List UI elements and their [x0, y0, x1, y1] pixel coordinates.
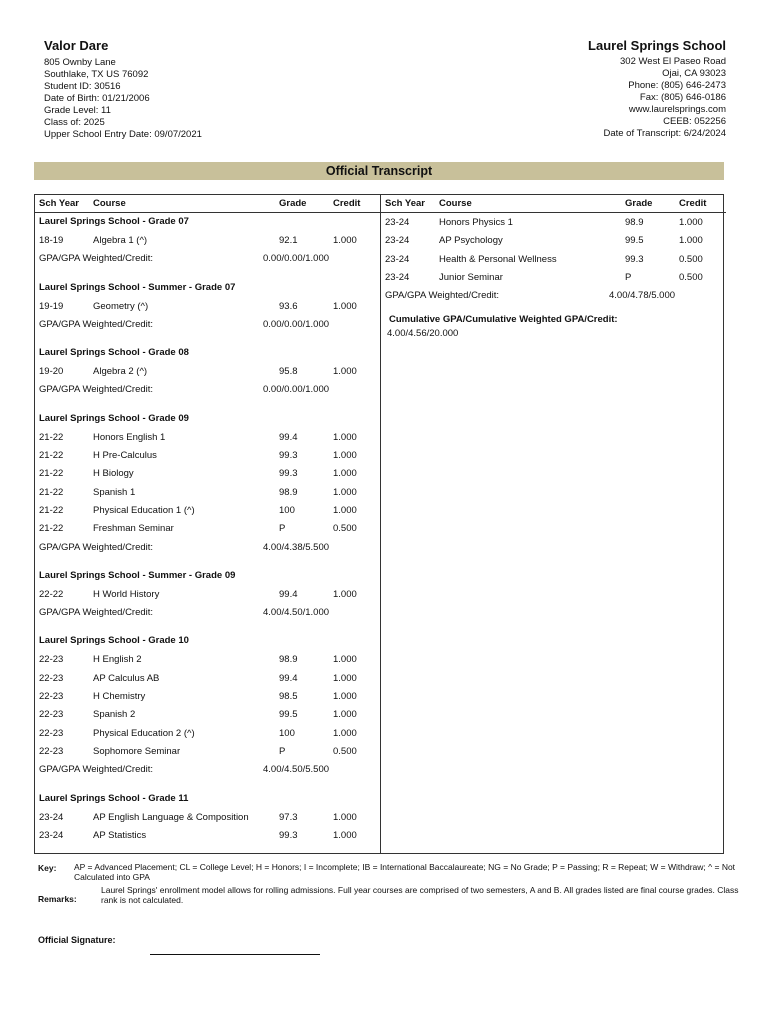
course-name: Physical Education 2 (^) — [93, 727, 195, 739]
gpa-label: GPA/GPA Weighted/Credit: — [39, 318, 154, 330]
course-row — [381, 213, 726, 231]
gpa-row — [35, 760, 380, 778]
student-grade-level: Grade Level: 11 — [44, 105, 111, 116]
term-title: Laurel Springs School - Summer - Grade 09 — [39, 569, 236, 581]
course-credit: 1.000 — [679, 235, 703, 247]
course-name: Freshman Seminar — [93, 523, 174, 535]
course-row — [35, 501, 380, 519]
course-row — [35, 669, 380, 687]
header-grade: Grade — [625, 198, 653, 209]
course-row — [381, 250, 726, 268]
course-grade: P — [279, 745, 286, 757]
gpa-label: GPA/GPA Weighted/Credit: — [39, 764, 154, 776]
course-name: Spanish 2 — [93, 709, 136, 721]
course-credit: 0.500 — [679, 253, 703, 265]
course-name: AP Psychology — [439, 235, 503, 247]
course-year: 23-24 — [385, 235, 410, 247]
course-name: H Biology — [93, 468, 134, 480]
course-row — [381, 231, 726, 249]
course-credit: 0.500 — [333, 523, 357, 535]
gpa-value: 0.00/0.00/1.000 — [263, 253, 330, 265]
table-header — [381, 195, 726, 213]
course-name: Honors Physics 1 — [439, 217, 513, 228]
school-phone: Phone: (805) 646-2473 — [628, 80, 726, 91]
term-title: Laurel Springs School - Grade 07 — [39, 216, 189, 227]
course-grade: 99.5 — [279, 709, 298, 721]
gpa-row — [35, 380, 380, 398]
course-grade: 97.3 — [279, 811, 298, 823]
right-column — [381, 195, 726, 342]
gpa-value: 4.00/4.78/5.000 — [609, 290, 676, 302]
course-year: 22-23 — [39, 654, 64, 666]
gpa-row — [35, 249, 380, 267]
course-grade: 98.9 — [279, 654, 298, 666]
key-text: AP = Advanced Placement; CL = College Level; H = Honors; I = Incomplete; IB = International Baccalaureate; NG = No Grade; P = Passing; R = Repeat; W = Withdraw; ^ = Not Calculated into GPA — [74, 862, 736, 882]
course-name: Physical Education 1 (^) — [93, 504, 195, 516]
course-row — [35, 585, 380, 603]
course-year: 21-22 — [39, 431, 64, 443]
course-credit: 1.000 — [333, 727, 357, 739]
course-name: H Chemistry — [93, 691, 146, 703]
header-course: Course — [439, 198, 472, 209]
school-address-line2: Ojai, CA 93023 — [662, 68, 726, 79]
course-year: 21-22 — [39, 450, 64, 462]
course-year: 21-22 — [39, 486, 64, 498]
course-row — [35, 483, 380, 501]
course-credit: 1.000 — [333, 366, 357, 378]
course-year: 21-22 — [39, 523, 64, 535]
course-credit: 0.500 — [679, 271, 703, 283]
course-grade: 99.3 — [625, 253, 644, 265]
student-info — [44, 38, 202, 141]
remarks-text: Laurel Springs' enrollment model allows for rolling admissions. Full year courses are comprised of two semesters, A and B. All grades listed are final course grades. Class rank is not calculated. — [101, 885, 739, 905]
left-sections — [35, 213, 380, 844]
course-row — [35, 650, 380, 668]
gpa-label: GPA/GPA Weighted/Credit: — [39, 384, 154, 396]
course-year: 19-20 — [39, 366, 64, 378]
course-name: Sophomore Seminar — [93, 745, 181, 757]
course-row — [35, 826, 380, 844]
course-grade: P — [279, 523, 286, 535]
right-courses — [381, 213, 726, 304]
course-name: AP Statistics — [93, 829, 147, 841]
school-fax: Fax: (805) 646-0186 — [639, 92, 726, 103]
header-credit: Credit — [679, 198, 707, 209]
gpa-value: 4.00/4.50/1.000 — [263, 607, 330, 619]
course-grade: 99.4 — [279, 431, 298, 443]
course-name: Geometry (^) — [93, 300, 149, 312]
gpa-label: GPA/GPA Weighted/Credit: — [385, 290, 500, 302]
gpa-row — [35, 315, 380, 333]
course-grade: 100 — [279, 727, 295, 739]
course-name: Algebra 2 (^) — [93, 366, 148, 378]
course-row — [35, 446, 380, 464]
course-grade: 100 — [279, 504, 295, 516]
course-year: 23-24 — [39, 829, 64, 841]
course-credit: 1.000 — [333, 450, 357, 462]
course-name: AP Calculus AB — [93, 672, 160, 684]
course-row — [35, 428, 380, 446]
left-column — [35, 195, 380, 844]
student-name: Valor Dare — [44, 38, 109, 53]
course-name: H Pre-Calculus — [93, 450, 157, 462]
gpa-value: 4.00/4.38/5.500 — [263, 541, 330, 553]
cumulative-gpa-label: Cumulative GPA/Cumulative Weighted GPA/Credit: — [389, 314, 618, 326]
course-grade: 99.4 — [279, 588, 298, 600]
course-row — [35, 687, 380, 705]
course-name: H World History — [93, 588, 160, 600]
course-name: Honors English 1 — [93, 431, 166, 443]
course-grade: 98.9 — [625, 217, 644, 228]
course-row — [381, 268, 726, 286]
remarks-label: Remarks: — [38, 894, 77, 904]
table-header — [35, 195, 380, 213]
course-grade: 99.4 — [279, 672, 298, 684]
gpa-row — [381, 286, 726, 304]
course-grade: P — [625, 271, 632, 283]
term-section — [35, 567, 380, 622]
course-grade: 99.3 — [279, 450, 298, 462]
course-grade: 98.9 — [279, 486, 298, 498]
course-grade: 99.5 — [625, 235, 644, 247]
course-credit: 1.000 — [333, 709, 357, 721]
course-credit: 1.000 — [333, 431, 357, 443]
school-ceeb: CEEB: 052256 — [663, 116, 726, 127]
course-grade: 99.3 — [279, 468, 298, 480]
course-year: 22-23 — [39, 691, 64, 703]
signature-line — [150, 954, 320, 955]
course-grade: 99.3 — [279, 829, 298, 841]
gpa-label: GPA/GPA Weighted/Credit: — [39, 607, 154, 619]
student-id: Student ID: 30516 — [44, 81, 121, 92]
course-year: 22-22 — [39, 588, 64, 600]
gpa-value: 0.00/0.00/1.000 — [263, 318, 330, 330]
course-credit: 1.000 — [333, 654, 357, 666]
course-row — [35, 808, 380, 826]
student-address-line1: 805 Ownby Lane — [44, 57, 116, 68]
term-section — [35, 213, 380, 268]
course-year: 19-19 — [39, 300, 64, 312]
course-row — [35, 724, 380, 742]
course-credit: 1.000 — [333, 811, 357, 823]
course-row — [35, 705, 380, 723]
student-class-of: Class of: 2025 — [44, 117, 105, 128]
term-title: Laurel Springs School - Summer - Grade 07 — [39, 281, 236, 293]
course-credit: 1.000 — [333, 468, 357, 480]
course-name: Health & Personal Wellness — [439, 253, 557, 265]
gpa-value: 4.00/4.50/5.500 — [263, 764, 330, 776]
course-year: 23-24 — [385, 253, 410, 265]
course-year: 21-22 — [39, 504, 64, 516]
gpa-value: 0.00/0.00/1.000 — [263, 384, 330, 396]
gpa-row — [35, 603, 380, 621]
course-grade: 98.5 — [279, 691, 298, 703]
course-year: 18-19 — [39, 235, 64, 246]
term-title: Laurel Springs School - Grade 10 — [39, 635, 189, 647]
course-credit: 1.000 — [679, 217, 703, 228]
transcript-title-banner: Official Transcript — [34, 162, 724, 180]
school-info — [588, 38, 726, 140]
course-grade: 95.8 — [279, 366, 298, 378]
course-credit: 1.000 — [333, 235, 357, 246]
course-year: 22-23 — [39, 672, 64, 684]
school-address-line1: 302 West El Paseo Road — [620, 56, 726, 67]
term-section — [35, 410, 380, 556]
course-grade: 93.6 — [279, 300, 298, 312]
course-year: 21-22 — [39, 468, 64, 480]
course-row — [35, 742, 380, 760]
gpa-row — [35, 538, 380, 556]
course-row — [35, 519, 380, 537]
student-dob: Date of Birth: 01/21/2006 — [44, 93, 150, 104]
course-name: Spanish 1 — [93, 486, 136, 498]
course-credit: 1.000 — [333, 504, 357, 516]
cumulative-gpa-value: 4.00/4.56/20.000 — [387, 328, 459, 340]
course-grade: 92.1 — [279, 235, 298, 246]
header-sch-year: Sch Year — [39, 198, 79, 209]
transcript-date: Date of Transcript: 6/24/2024 — [603, 128, 726, 139]
gpa-label: GPA/GPA Weighted/Credit: — [39, 253, 154, 265]
gpa-label: GPA/GPA Weighted/Credit: — [39, 541, 154, 553]
transcript-table — [34, 194, 724, 854]
header-course: Course — [93, 198, 126, 209]
course-credit: 1.000 — [333, 672, 357, 684]
term-title: Laurel Springs School - Grade 09 — [39, 412, 189, 424]
course-credit: 1.000 — [333, 486, 357, 498]
course-year: 23-24 — [385, 217, 410, 228]
course-credit: 1.000 — [333, 829, 357, 841]
course-credit: 0.500 — [333, 745, 357, 757]
course-credit: 1.000 — [333, 691, 357, 703]
course-year: 23-24 — [385, 271, 410, 283]
course-row — [35, 231, 380, 249]
course-row — [35, 464, 380, 482]
course-year: 22-23 — [39, 727, 64, 739]
header-credit: Credit — [333, 198, 361, 209]
header-sch-year: Sch Year — [385, 198, 425, 209]
course-row — [35, 297, 380, 315]
term-title: Laurel Springs School - Grade 11 — [39, 792, 189, 804]
term-section — [35, 344, 380, 399]
course-year: 22-23 — [39, 709, 64, 721]
course-row — [35, 362, 380, 380]
school-name: Laurel Springs School — [588, 38, 726, 53]
course-name: Junior Seminar — [439, 271, 503, 283]
key-label: Key: — [38, 863, 57, 873]
term-section — [35, 632, 380, 778]
signature-label: Official Signature: — [38, 935, 116, 945]
student-entry-date: Upper School Entry Date: 09/07/2021 — [44, 129, 202, 140]
course-name: H English 2 — [93, 654, 142, 666]
course-credit: 1.000 — [333, 588, 357, 600]
student-address-line2: Southlake, TX US 76092 — [44, 69, 149, 80]
term-title: Laurel Springs School - Grade 08 — [39, 347, 189, 359]
course-name: Algebra 1 (^) — [93, 235, 148, 246]
term-section — [35, 279, 380, 334]
course-credit: 1.000 — [333, 300, 357, 312]
course-year: 23-24 — [39, 811, 64, 823]
course-name: AP English Language & Composition — [93, 811, 249, 823]
header-grade: Grade — [279, 198, 307, 209]
term-section — [35, 790, 380, 845]
course-year: 22-23 — [39, 745, 64, 757]
school-website: www.laurelsprings.com — [628, 104, 726, 115]
